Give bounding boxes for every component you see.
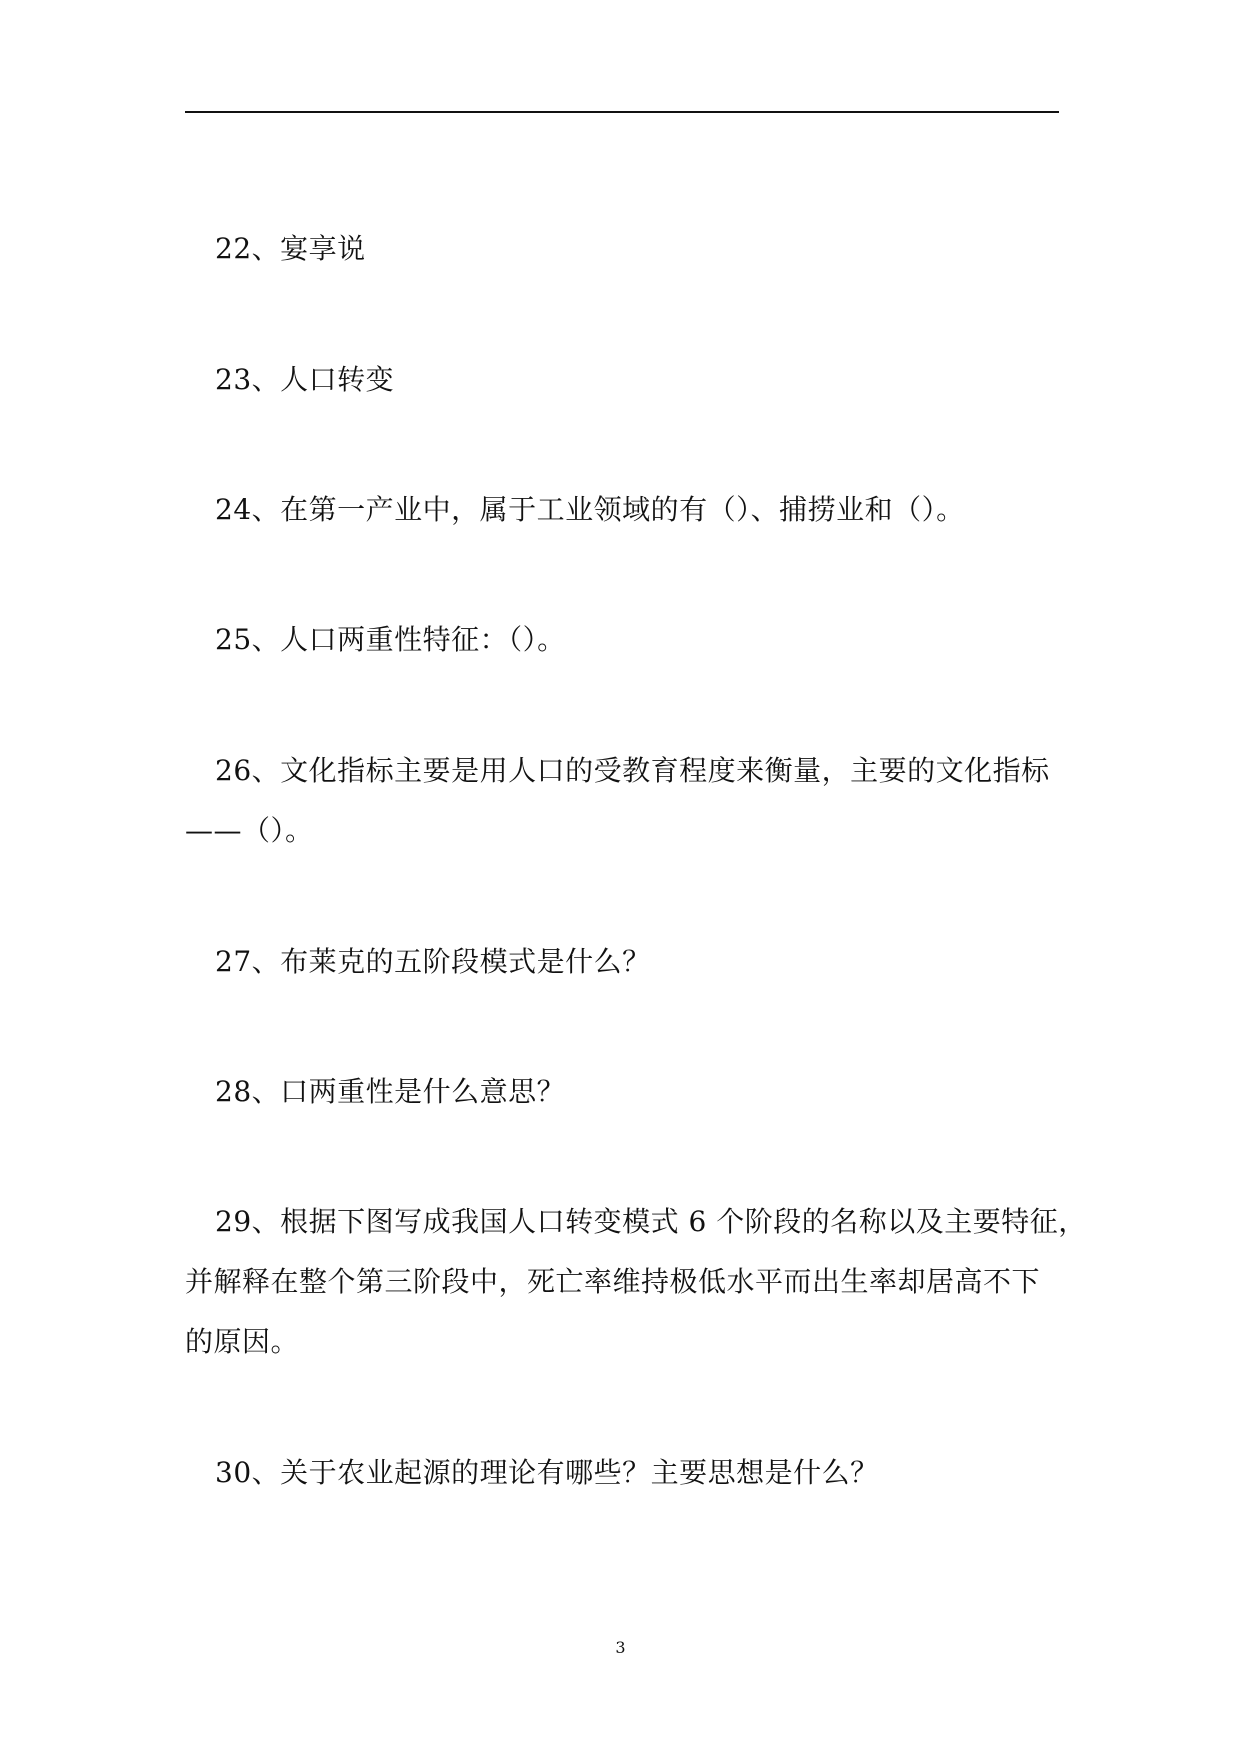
question-25: 25、人口两重性特征：（）。 (215, 623, 566, 656)
header-rule (185, 111, 1059, 113)
question-22: 22、宴享说 (215, 232, 366, 265)
question-28: 28、口两重性是什么意思？ (215, 1075, 566, 1108)
question-23: 23、人口转变 (215, 363, 395, 396)
question-26-line-2: ——（）。 (185, 814, 314, 847)
question-29-line-2: 并解释在整个第三阶段中，死亡率维持极低水平而出生率却居高不下 (185, 1265, 1041, 1298)
question-26-line-1: 26、文化指标主要是用人口的受教育程度来衡量，主要的文化指标 (215, 754, 1050, 787)
question-30: 30、关于农业起源的理论有哪些？主要思想是什么？ (215, 1456, 879, 1489)
question-27: 27、布莱克的五阶段模式是什么？ (215, 945, 651, 978)
question-29-line-3: 的原因。 (185, 1325, 300, 1358)
page-number: 3 (615, 1638, 626, 1657)
question-29-line-1: 29、根据下图写成我国人口转变模式 6 个阶段的名称以及主要特征， (215, 1205, 1087, 1238)
question-24: 24、在第一产业中，属于工业领域的有（）、捕捞业和（）。 (215, 493, 965, 526)
